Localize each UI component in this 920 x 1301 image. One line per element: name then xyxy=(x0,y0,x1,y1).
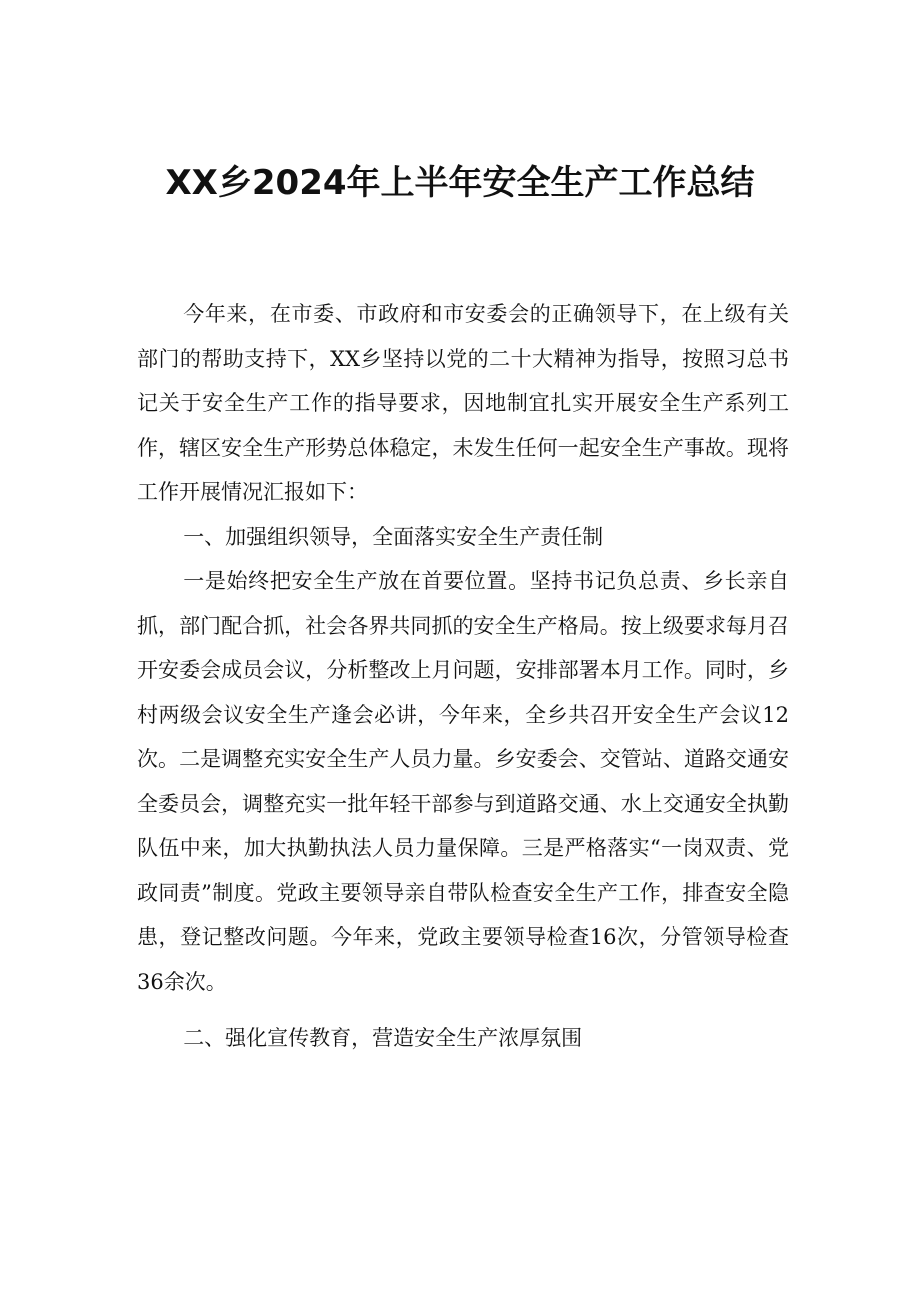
document-body xyxy=(137,292,789,1061)
intro-paragraph: 今年来，在市委、市政府和市安委会的正确领导下，在上级有关部门的帮助支持下，XX乡坚持以党的二十大精神为指导，按照习总书记关于安全生产工作的指导要求，因地制宜扎实开展安全生产系列工作，辖区安全生产形势总体稳定，未发生任何一起安全生产事故。现将工作开展情况汇报如下： xyxy=(137,302,789,504)
document-title: XX乡2024年上半年安全生产工作总结 xyxy=(165,163,755,203)
section-heading-2: 二、强化宣传教育，营造安全生产浓厚氛围 xyxy=(183,1026,583,1050)
section-1-paragraph: 一是始终把安全生产放在首要位置。坚持书记负总责、乡长亲自抓，部门配合抓，社会各界共同抓的安全生产格局。按上级要求每月召开安委会成员会议，分析整改上月问题，安排部署本月工作。同时，乡村两级会议安全生产逢会必讲，今年来，全乡共召开安全生产会议12次。二是调整充实安全生产人员力量。乡安委会、交管站、道路交通安全委员会，调整充实一批年轻干部参与到道路交通、水上交通安全执勤队伍中来，加大执勤执法人员力量保障。三是严格落实“一岗双责、党政同责”制度。党政主要领导亲自带队检查安全生产工作，排查安全隐患，登记整改问题。今年来，党政主要领导检查16次，分管领导检查36余次。 xyxy=(137,569,789,994)
section-heading-1: 一、加强组织领导，全面落实安全生产责任制 xyxy=(183,524,604,549)
